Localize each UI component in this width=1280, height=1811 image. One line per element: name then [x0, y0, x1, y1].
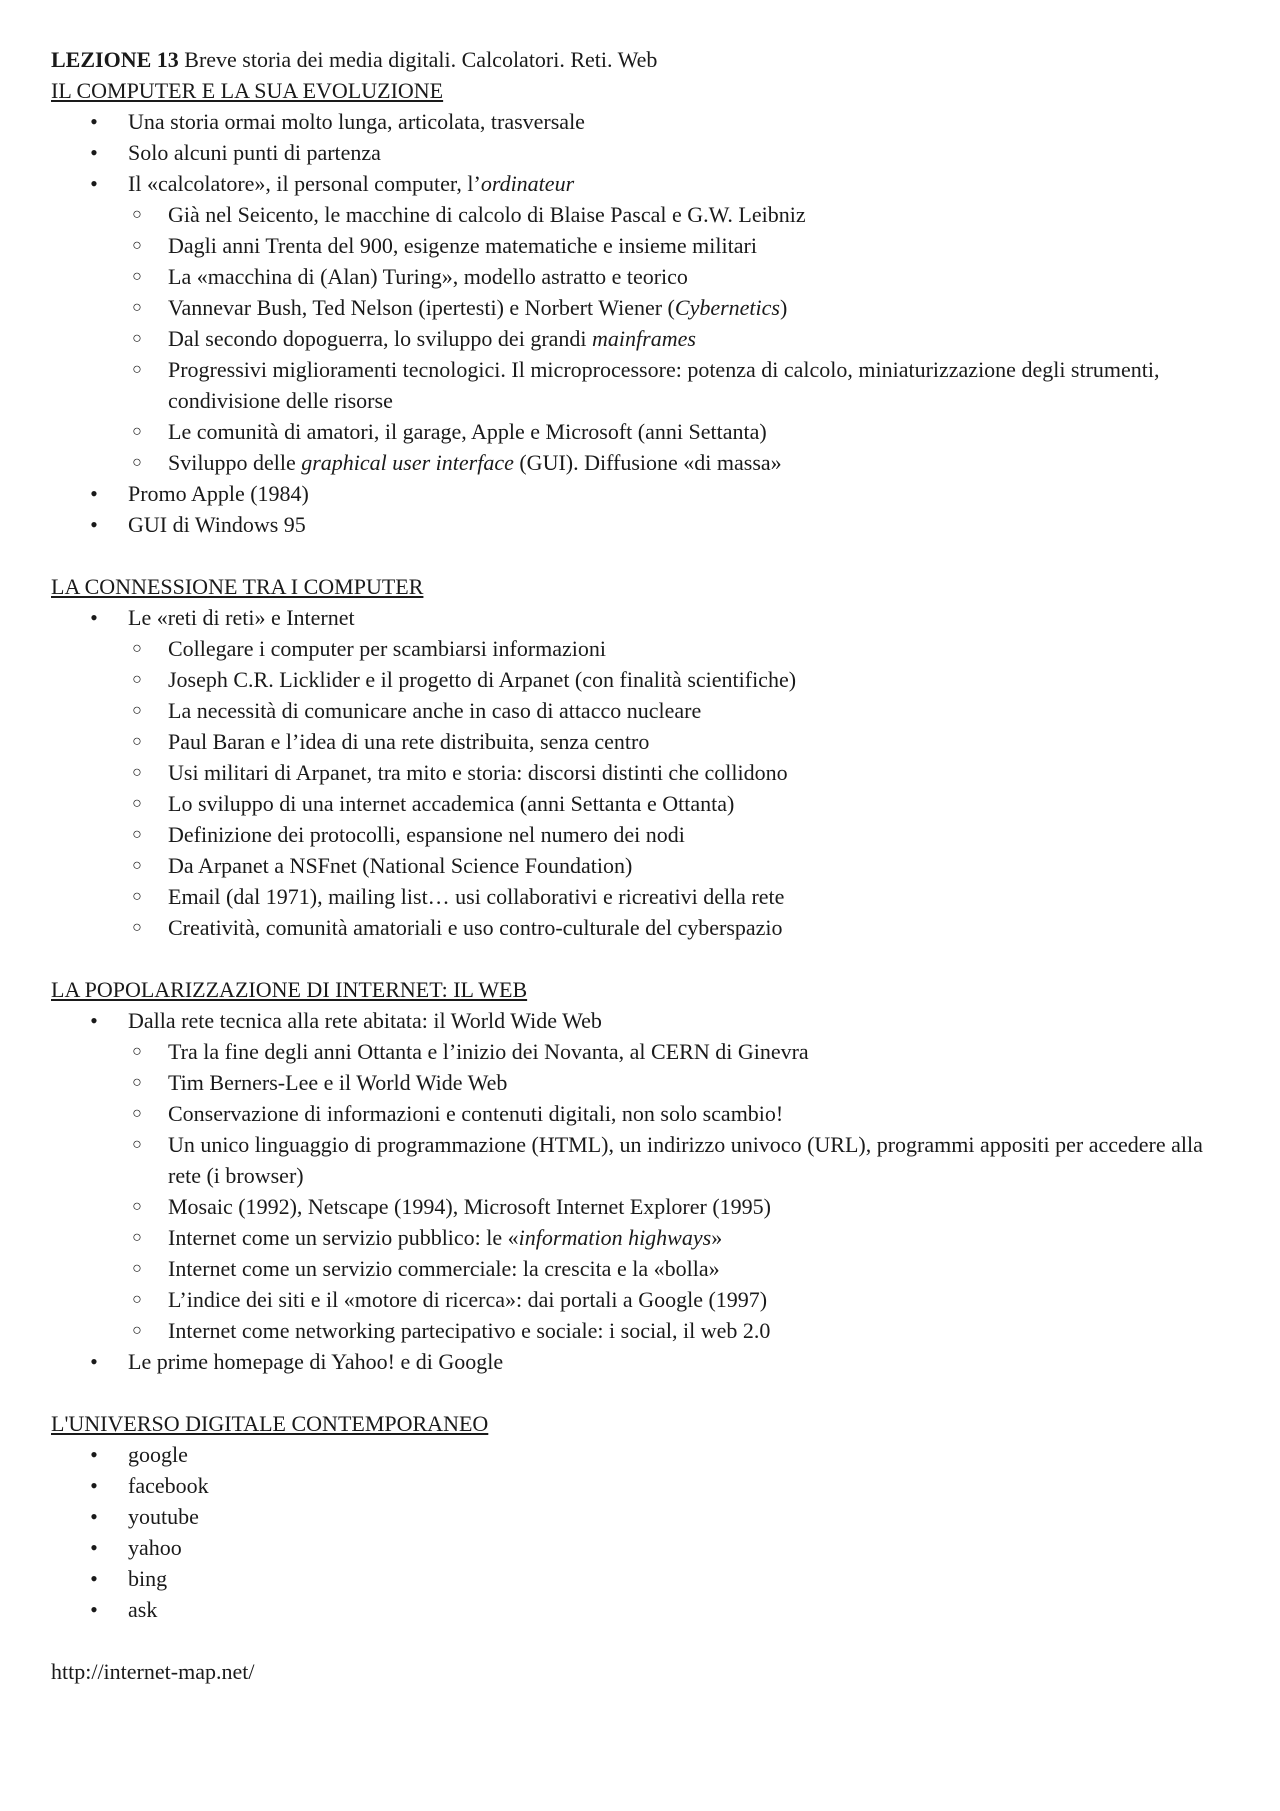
sublist-computer: [128, 199, 1231, 478]
sublist-item: ○ La «macchina di (Alan) Turing», modello astratto e teorico: [51, 261, 1231, 292]
circle-bullet-icon: ○: [132, 1043, 142, 1060]
circle-bullet-icon: ○: [132, 733, 142, 750]
list-item: • facebook: [51, 1470, 1231, 1501]
sublist-item: ○ Collegare i computer per scambiarsi informazioni: [51, 633, 1231, 664]
list-item: • Una storia ormai molto lunga, articolata, trasversale: [51, 106, 1231, 137]
list-item: • Solo alcuni punti di partenza: [51, 137, 1231, 168]
lesson-label: LEZIONE 13: [51, 47, 179, 72]
bullet-icon: •: [90, 605, 98, 630]
circle-bullet-icon: ○: [132, 826, 142, 843]
circle-bullet-icon: ○: [132, 330, 142, 347]
list-item: • Le prime homepage di Yahoo! e di Google: [51, 1346, 1231, 1377]
sublist-item: ○ Internet come un servizio pubblico: le «information highways»: [51, 1222, 1231, 1253]
list-item: • Le «reti di reti» e Internet ○ Collegare i computer per scambiarsi informazioni ○ Joseph C.R. Licklider e il progetto di Arpanet (con finalità scientifiche) ○ La necessità di comunicare anche in caso di attacco nucleare ○ Paul Baran e l’idea di una rete distribuita, senza centro ○ Usi militari di Arpanet, tra mito e storia: discorsi distinti che collidono ○ Lo sviluppo di una internet accademica (anni Settanta e Ottanta) ○ Definizione dei protocolli, espansione nel numero dei nodi ○ Da Arpanet a NSFnet (National Science Foundation) ○ Email (dal 1971), mailing list… usi collaborativi e ricreativi della rete ○ Creatività, comunità amatoriali e uso contro-culturale del cyberspazio: [51, 602, 1231, 943]
circle-bullet-icon: ○: [132, 671, 142, 688]
section-heading-connection: LA CONNESSIONE TRA I COMPUTER: [51, 574, 424, 599]
list-item: • bing: [51, 1563, 1231, 1594]
list-item: • Il «calcolatore», il personal computer, l’ordinateur ○ Già nel Seicento, le macchine di calcolo di Blaise Pascal e G.W. Leibniz ○ Dagli anni Trenta del 900, esigenze matematiche e insieme militari ○ La «macchina di (Alan) Turing», modello astratto e teorico ○ Vannevar Bush, Ted Nelson (ipertesti) e Norbert Wiener (Cybernetics) ○ Dal secondo dopoguerra, lo sviluppo dei grandi mainframes ○ Progressivi miglioramenti tecnologici. Il microprocessore: potenza di calcolo, miniaturizzazione degli strumenti, condivisione delle risorse ○ Le comunità di amatori, il garage, Apple e Microsoft (anni Settanta) ○ Sviluppo delle graphical user interface (GUI). Diffusione «di massa»: [51, 168, 1231, 478]
sublist-web: [128, 1036, 1231, 1346]
lesson-title-line: [51, 44, 1231, 75]
sublist-item: ○ Usi militari di Arpanet, tra mito e storia: discorsi distinti che collidono: [51, 757, 1231, 788]
sublist-item: ○ Sviluppo delle graphical user interface (GUI). Diffusione «di massa»: [51, 447, 1231, 478]
list-item: • Dalla rete tecnica alla rete abitata: il World Wide Web ○ Tra la fine degli anni Ottanta e l’inizio dei Novanta, al CERN di Ginevra ○ Tim Berners-Lee e il World Wide Web ○ Conservazione di informazioni e contenuti digitali, non solo scambio! ○ Un unico linguaggio di programmazione (HTML), un indirizzo univoco (URL), programmi appositi per accedere alla rete (i browser) ○ Mosaic (1992), Netscape (1994), Microsoft Internet Explorer (1995) ○ Internet come un servizio pubblico: le «information highways» ○ Internet come un servizio commerciale: la crescita e la «bolla» ○ L’indice dei siti e il «motore di ricerca»: dai portali a Google (1997) ○ Internet come networking partecipativo e sociale: i social, il web 2.0: [51, 1005, 1231, 1346]
circle-bullet-icon: ○: [132, 1136, 142, 1153]
bullet-icon: •: [90, 481, 98, 506]
list-item: • GUI di Windows 95: [51, 509, 1231, 540]
section-list-computer: [51, 106, 1231, 540]
circle-bullet-icon: ○: [132, 268, 142, 285]
bullet-icon: •: [90, 1535, 98, 1560]
sublist-item: ○ L’indice dei siti e il «motore di ricerca»: dai portali a Google (1997): [51, 1284, 1231, 1315]
circle-bullet-icon: ○: [132, 764, 142, 781]
sublist-item: ○ Joseph C.R. Licklider e il progetto di Arpanet (con finalità scientifiche): [51, 664, 1231, 695]
section-heading-digital-universe: L'UNIVERSO DIGITALE CONTEMPORANEO: [51, 1411, 489, 1436]
sublist-item: ○ Da Arpanet a NSFnet (National Science Foundation): [51, 850, 1231, 881]
circle-bullet-icon: ○: [132, 857, 142, 874]
sublist-item: ○ Tim Berners-Lee e il World Wide Web: [51, 1067, 1231, 1098]
circle-bullet-icon: ○: [132, 888, 142, 905]
sublist-item: ○ Vannevar Bush, Ted Nelson (ipertesti) e Norbert Wiener (Cybernetics): [51, 292, 1231, 323]
circle-bullet-icon: ○: [132, 1074, 142, 1091]
list-item: • google: [51, 1439, 1231, 1470]
circle-bullet-icon: ○: [132, 299, 142, 316]
sublist-connection: [128, 633, 1231, 943]
bullet-icon: •: [90, 1597, 98, 1622]
bullet-icon: •: [90, 1349, 98, 1374]
sublist-item: ○ La necessità di comunicare anche in caso di attacco nucleare: [51, 695, 1231, 726]
bullet-icon: •: [90, 109, 98, 134]
bullet-icon: •: [90, 1504, 98, 1529]
circle-bullet-icon: ○: [132, 206, 142, 223]
bullet-icon: •: [90, 512, 98, 537]
section-heading-computer: IL COMPUTER E LA SUA EVOLUZIONE: [51, 78, 444, 103]
sublist-item: ○ Lo sviluppo di una internet accademica (anni Settanta e Ottanta): [51, 788, 1231, 819]
sublist-item: ○ Dal secondo dopoguerra, lo sviluppo dei grandi mainframes: [51, 323, 1231, 354]
circle-bullet-icon: ○: [132, 1105, 142, 1122]
bullet-icon: •: [90, 171, 98, 196]
lesson-title: Breve storia dei media digitali. Calcolatori. Reti. Web: [184, 47, 658, 72]
section-heading-web: LA POPOLARIZZAZIONE DI INTERNET: IL WEB: [51, 977, 528, 1002]
circle-bullet-icon: ○: [132, 919, 142, 936]
bullet-icon: •: [90, 1008, 98, 1033]
sublist-item: ○ Definizione dei protocolli, espansione nel numero dei nodi: [51, 819, 1231, 850]
sublist-item: ○ Conservazione di informazioni e contenuti digitali, non solo scambio!: [51, 1098, 1231, 1129]
sublist-item: ○ Internet come networking partecipativo e sociale: i social, il web 2.0: [51, 1315, 1231, 1346]
list-item: • ask: [51, 1594, 1231, 1625]
sublist-item: ○ Mosaic (1992), Netscape (1994), Microsoft Internet Explorer (1995): [51, 1191, 1231, 1222]
sublist-item: ○ Creatività, comunità amatoriali e uso contro-culturale del cyberspazio: [51, 912, 1231, 943]
circle-bullet-icon: ○: [132, 1198, 142, 1215]
bullet-icon: •: [90, 1473, 98, 1498]
bullet-icon: •: [90, 1566, 98, 1591]
circle-bullet-icon: ○: [132, 1260, 142, 1277]
section-list-connection: [51, 602, 1231, 943]
document-page: [51, 44, 1231, 1687]
circle-bullet-icon: ○: [132, 454, 142, 471]
sublist-item: ○ Tra la fine degli anni Ottanta e l’inizio dei Novanta, al CERN di Ginevra: [51, 1036, 1231, 1067]
circle-bullet-icon: ○: [132, 1229, 142, 1246]
sublist-item: ○ Email (dal 1971), mailing list… usi collaborativi e ricreativi della rete: [51, 881, 1231, 912]
circle-bullet-icon: ○: [132, 795, 142, 812]
section-list-digital-universe: [51, 1439, 1231, 1625]
sublist-item: ○ Già nel Seicento, le macchine di calcolo di Blaise Pascal e G.W. Leibniz: [51, 199, 1231, 230]
sublist-item: ○ Un unico linguaggio di programmazione (HTML), un indirizzo univoco (URL), programmi appositi per accedere alla rete (i browser): [51, 1129, 1231, 1191]
internet-map-link[interactable]: http://internet-map.net/: [51, 1659, 255, 1684]
list-item: • Promo Apple (1984): [51, 478, 1231, 509]
bullet-icon: •: [90, 1442, 98, 1467]
list-item: • youtube: [51, 1501, 1231, 1532]
sublist-item: ○ Progressivi miglioramenti tecnologici. Il microprocessore: potenza di calcolo, miniaturizzazione degli strumenti, condivisione delle risorse: [51, 354, 1231, 416]
circle-bullet-icon: ○: [132, 237, 142, 254]
bullet-icon: •: [90, 140, 98, 165]
sublist-item: ○ Internet come un servizio commerciale: la crescita e la «bolla»: [51, 1253, 1231, 1284]
circle-bullet-icon: ○: [132, 640, 142, 657]
circle-bullet-icon: ○: [132, 423, 142, 440]
sublist-item: ○ Paul Baran e l’idea di una rete distribuita, senza centro: [51, 726, 1231, 757]
circle-bullet-icon: ○: [132, 361, 142, 378]
circle-bullet-icon: ○: [132, 1291, 142, 1308]
list-item: • yahoo: [51, 1532, 1231, 1563]
sublist-item: ○ Le comunità di amatori, il garage, Apple e Microsoft (anni Settanta): [51, 416, 1231, 447]
circle-bullet-icon: ○: [132, 1322, 142, 1339]
section-list-web: [51, 1005, 1231, 1377]
circle-bullet-icon: ○: [132, 702, 142, 719]
sublist-item: ○ Dagli anni Trenta del 900, esigenze matematiche e insieme militari: [51, 230, 1231, 261]
